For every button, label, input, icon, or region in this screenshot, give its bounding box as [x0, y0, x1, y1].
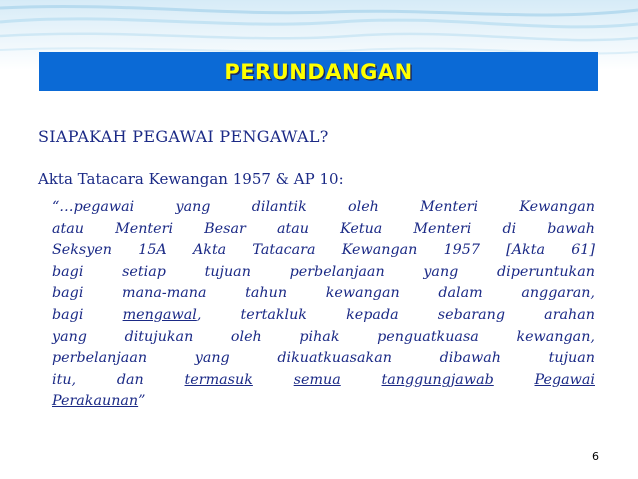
quote-word: tujuan [204, 263, 251, 280]
quote-word: dan [116, 371, 144, 388]
quote-word: mana-mana [122, 285, 207, 302]
quote-word: bagi [52, 306, 84, 323]
quote-line [52, 283, 595, 305]
quote-word: kepada [346, 306, 399, 323]
quote-word: ditujukan [124, 328, 194, 345]
quote-word: 15A [138, 242, 167, 259]
quote-word: tertakluk [240, 306, 307, 323]
quote-word: Seksyen [52, 242, 113, 259]
quote-word: Kewangan [341, 242, 418, 259]
quote-word: Menteri [420, 199, 479, 215]
quote-word: termasuk [184, 371, 253, 388]
quote-word: yang [175, 199, 211, 215]
quote-line [52, 370, 595, 392]
quote-word: yang [52, 328, 87, 345]
quote-word: atau [52, 220, 85, 237]
quote-word: anggaran, [521, 285, 595, 302]
quote-word: oleh [348, 199, 379, 215]
quote-line [52, 305, 595, 327]
quote-word: atau [276, 220, 309, 237]
quote-word: yang [194, 350, 230, 367]
quote-word: 1957 [443, 242, 480, 259]
quote-word: Besar [204, 220, 246, 237]
quote-word: pihak [299, 328, 340, 345]
quote-line [52, 219, 595, 241]
quote-word: Ketua [340, 220, 383, 237]
quote-word: Perakaunan” [52, 393, 146, 410]
quote-word: dalam [438, 285, 483, 302]
quote-line [52, 240, 595, 262]
quote-word: tahun [245, 285, 288, 302]
quote-word: tujuan [548, 350, 595, 367]
quote-word: kewangan, [516, 328, 595, 345]
quote-word: perbelanjaan [52, 350, 148, 367]
title-bar [39, 52, 598, 91]
quote-word: di [502, 220, 517, 237]
section-heading: SIAPAKAH PEGAWAI PENGAWAL? [38, 127, 329, 146]
quote-line [52, 348, 595, 370]
quote-word: semua [293, 371, 341, 388]
quote-word: oleh [230, 328, 262, 345]
quote-word: “…pegawai [52, 199, 135, 215]
quote-word: setiap [122, 263, 166, 280]
quote-word: Menteri [413, 220, 472, 237]
quote-word: penguatkuasa [377, 328, 479, 345]
page-number: 6 [592, 450, 599, 463]
quote-word: dilantik [251, 199, 307, 215]
quote-word: Pegawai [534, 371, 595, 388]
quote-word: kewangan [325, 285, 400, 302]
quote-word: bagi [52, 285, 84, 302]
quote-word: sebarang [437, 306, 505, 323]
quote-word: bagi [52, 263, 84, 280]
quote-word: dibawah [439, 350, 501, 367]
quote-word: tanggungjawab [381, 371, 494, 388]
quote-word: mengawal, [122, 306, 202, 323]
quote-line [52, 197, 595, 219]
quote-word: Kewangan [519, 199, 595, 215]
quote-line [52, 262, 595, 284]
quote-word: perbelanjaan [289, 263, 385, 280]
quote-line [52, 327, 595, 349]
quote-word: itu, [52, 371, 77, 388]
slide-title: PERUNDANGAN [224, 59, 413, 84]
quoted-definition [52, 197, 595, 413]
quote-word: Menteri [115, 220, 174, 237]
quote-word: bawah [547, 220, 595, 237]
quote-word: [Akta [506, 242, 545, 259]
quote-word: yang [423, 263, 459, 280]
quote-word: 61] [571, 242, 595, 259]
quote-word: diperuntukan [497, 263, 595, 280]
quote-word: Akta [192, 242, 227, 259]
act-reference: Akta Tatacara Kewangan 1957 & AP 10: [38, 170, 344, 188]
quote-word: Tatacara [252, 242, 316, 259]
quote-word: dikuatkuasakan [277, 350, 392, 367]
quote-line [52, 391, 595, 413]
quote-word: arahan [544, 306, 595, 323]
